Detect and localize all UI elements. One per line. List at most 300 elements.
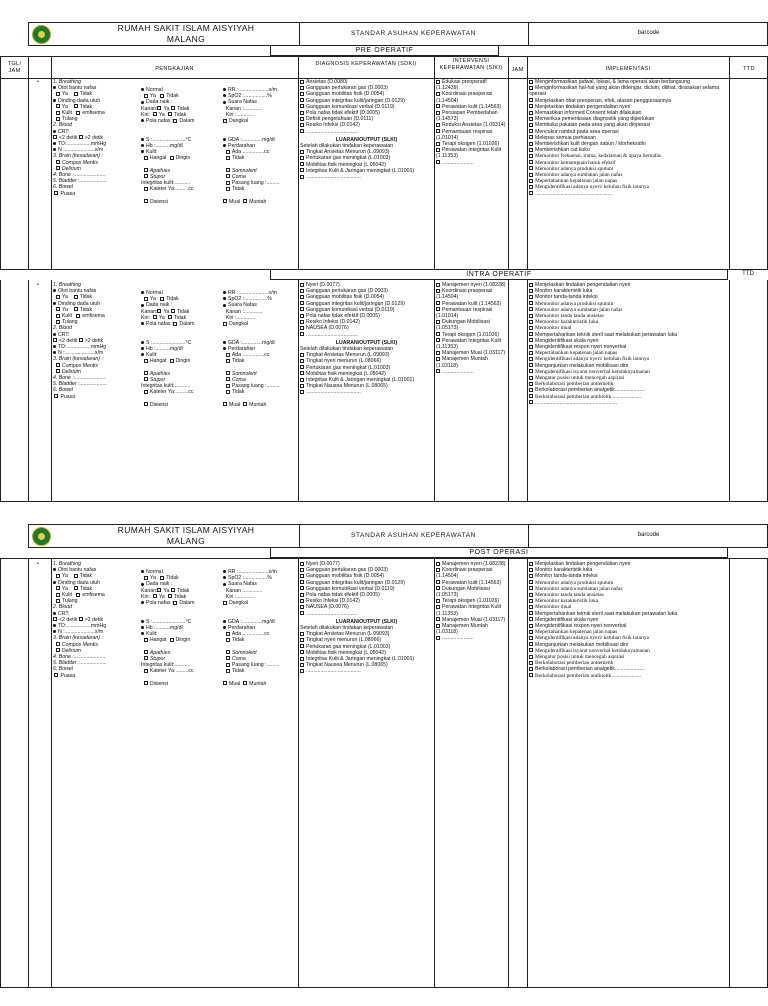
checkbox[interactable]	[300, 593, 304, 597]
checkbox[interactable]	[436, 160, 440, 164]
list-item[interactable]: Gangguan mobilitas fisik (D.0054)	[300, 91, 433, 97]
checkbox[interactable]	[300, 80, 304, 84]
list-item[interactable]: Setelah dilakukan tindakan keperawatan	[300, 346, 394, 353]
list-item[interactable]: Nyeri (D.0077)	[300, 282, 433, 288]
list-item[interactable]: Mengidentifikasi adanya nyeri/ keluhan fisik lainnya	[529, 356, 728, 362]
checkbox[interactable]	[529, 173, 533, 177]
checkbox[interactable]	[300, 574, 304, 578]
section-intra-operatif: INTRA OPERATIF	[270, 270, 728, 280]
section-pre-operatif: PRE OPERATIF	[270, 46, 499, 56]
intra-implementasi-list	[529, 282, 728, 406]
checkbox[interactable]	[436, 562, 440, 566]
checkbox[interactable]	[529, 135, 533, 139]
checkbox[interactable]	[300, 104, 304, 108]
list-item[interactable]: Mengidentifikasi adanya nyeri/ keluhan fisik lainnya	[529, 184, 728, 190]
checkbox[interactable]	[300, 586, 304, 590]
checkbox[interactable]	[300, 314, 304, 318]
list-item[interactable]: Mengatur posisi untuk mencegah aspirasi	[529, 375, 728, 381]
list-item[interactable]: LUARAN/OUTPUT (SLKI)	[335, 339, 398, 346]
list-item[interactable]: Gangguan mobilitas fisik (D.0054)	[300, 573, 433, 579]
checkbox[interactable]	[300, 289, 304, 293]
list-item[interactable]: Memonitor kemampuan batuk efektif	[529, 160, 728, 166]
list-item[interactable]: Defisit pengetahuan (D.0111)	[300, 116, 433, 122]
checkbox[interactable]	[436, 301, 440, 305]
checkbox[interactable]	[529, 314, 533, 318]
list-item[interactable]: Menjelaskan tindakan pengendalian nyeri	[529, 104, 728, 110]
list-item[interactable]: Tingkat Nausea Menurun (L.08065)	[300, 662, 433, 668]
checkbox[interactable]	[529, 394, 533, 398]
checkbox[interactable]	[529, 667, 533, 671]
checkbox[interactable]	[529, 111, 533, 115]
list-item[interactable]: Memonitor frekuensi, irama, kedalaman & upaya bernafas	[529, 153, 728, 159]
checkbox[interactable]	[436, 289, 440, 293]
checkbox[interactable]	[529, 307, 533, 311]
list-item[interactable]: ......................................	[300, 174, 433, 180]
checkbox[interactable]	[529, 191, 533, 195]
checkbox[interactable]	[300, 599, 304, 603]
checkbox[interactable]	[300, 644, 304, 648]
list-item[interactable]: ....................................	[300, 332, 433, 338]
standard-title: STANDAR ASUHAN KEPERAWATAN	[351, 30, 476, 37]
list-item[interactable]: Koordinasi praoperasi (1.14504)	[436, 91, 493, 104]
col-ttd: TTD	[743, 66, 755, 72]
list-item[interactable]: Memonitor adanya sumbatan jalan nafas	[529, 586, 728, 592]
checkbox[interactable]	[300, 111, 304, 115]
checkbox[interactable]	[529, 320, 533, 324]
list-item[interactable]: Gangguan pertukaran gas (D.0003)	[300, 567, 433, 573]
list-item[interactable]: Terapi oksigen (1.01026)	[436, 598, 507, 604]
checkbox[interactable]	[529, 338, 533, 342]
list-item[interactable]: Perawatan Integritas Kulit (1.11353)	[436, 337, 502, 351]
list-item[interactable]: Menganjurkan melakukan mobilisasi dini	[529, 363, 728, 369]
checkbox[interactable]	[436, 104, 440, 108]
list-item[interactable]: Memonitor adanya produksi sputum	[529, 301, 728, 307]
list-item[interactable]: Monitor tanda-tanda infeksi	[529, 294, 728, 300]
barcode-label: barcode	[637, 30, 660, 36]
checkbox[interactable]	[529, 117, 533, 121]
list-item[interactable]: Gangguan integritas kulit/jaringan (D.0129)	[300, 98, 433, 104]
checkbox[interactable]	[529, 661, 533, 665]
hospital-name: RUMAH SAKIT ISLAM AISYIYAH MALANG	[117, 23, 255, 44]
list-item[interactable]: ......................	[436, 635, 507, 641]
list-item[interactable]: Memonitor tanda tanda ansietas	[529, 592, 728, 598]
list-item[interactable]: Pola nafas tidak efektif (D.0005)	[300, 592, 433, 598]
checkbox[interactable]	[529, 642, 533, 646]
list-item[interactable]: Pemantauan respirasi (1.01014)	[436, 128, 493, 141]
list-item[interactable]: Mengidentifikasi respon nyeri nonverbal	[529, 344, 728, 350]
list-item[interactable]: Berkolaborasi pemberian antiemetik	[529, 381, 728, 387]
checkbox[interactable]	[300, 295, 304, 299]
list-item[interactable]: Mengidentifikasi adanya nyeri/ keluhan fisik lainnya	[529, 635, 728, 641]
list-item[interactable]: Pertukaran gas meningkat (L.01003)	[300, 155, 433, 161]
list-item[interactable]: Menganjurkan melakukan mobilisasi dini	[529, 642, 728, 648]
list-item[interactable]: Menginformasikan hal-hal yang akan didengar, dicium, dilihat, dirasakan selama operasi	[529, 85, 719, 98]
checkbox[interactable]	[529, 86, 533, 90]
checkbox[interactable]	[529, 104, 533, 108]
list-item[interactable]: Berkolaborasi pemberian analgetik.....................	[529, 666, 728, 672]
list-item[interactable]: ......................................	[300, 668, 433, 674]
checkbox[interactable]	[300, 320, 304, 324]
list-item[interactable]: Manajemen nyeri (1.08238)	[436, 282, 507, 288]
section-post-operasi: POST OPERASI	[270, 548, 728, 558]
checkbox[interactable]	[529, 179, 533, 183]
col-diagnosis: DIAGNOSIS KEPERAWATAN (SDKI)	[315, 61, 417, 67]
list-item[interactable]: Menjelaskan tindakan pengendalian nyeri	[529, 561, 728, 567]
list-item[interactable]: Perawatan kulit (1.14563)	[436, 301, 507, 307]
checkbox[interactable]	[529, 332, 533, 336]
pengkajian-col-c: RR :.....................x/m SpO2 :................% Suara Nafas Kanan :............. Kiri :............. Dangkal GDA :..............mg/dl Perdarahan Ada ...............cc Tidak Somnolent Coma Pasang luang :......... Tidak Mual Muntah	[223, 87, 297, 205]
pengkajian-col-c: RR :.....................x/m SpO2 :................% Suara Nafas Kanan :............. Kiri :............. Dangkal GDA :..............mg/dl Perdarahan Ada ...............cc Tidak Somnolent Coma Pasang luang :......... Tidak Mual Muntah	[223, 290, 297, 408]
checkbox[interactable]	[529, 363, 533, 367]
checkbox[interactable]	[300, 353, 304, 357]
checkbox[interactable]	[300, 326, 304, 330]
checkbox[interactable]	[300, 611, 304, 615]
post-diagnosis-list	[300, 561, 433, 675]
checkbox[interactable]	[529, 636, 533, 640]
list-item[interactable]: Memonitor karakteristik luka	[529, 319, 728, 325]
checkbox[interactable]	[436, 624, 440, 628]
list-item[interactable]: Tingkat Ansietas Menurun (L.09093)	[300, 149, 433, 155]
checkbox[interactable]	[300, 657, 304, 661]
pengkajian-col-b: Normal Ya Tidak Dada naik : Kanan: Ya Tidak Kiri: Ya Tidak Pola nafas : Dalam S :.......................°C Hb :..........mg/dl Kulit: Hangat Dingin Apathies Stupor Integritas kulit:........... Kateter Ya:.........cc Disiensi	[141, 569, 195, 687]
list-item[interactable]: Perawatan kulit (1.14563)	[436, 580, 507, 586]
checkbox[interactable]	[436, 307, 440, 311]
checkbox[interactable]	[529, 655, 533, 659]
list-item[interactable]: Mepertahankan kepatenan jalan napas	[529, 350, 728, 356]
list-item[interactable]: Pola nafas tidak efektif (D.0005)	[300, 110, 433, 116]
checkbox[interactable]	[300, 92, 304, 96]
col-implementasi: IMPLEMENTASI	[605, 66, 651, 72]
checkbox[interactable]	[436, 111, 440, 115]
list-item[interactable]: Pola nafas tidak efektif (D.0005)	[300, 313, 433, 319]
list-item[interactable]: Resiko Infeksi (D.0142)	[300, 598, 433, 604]
list-item[interactable]: Mobilitas fisik meningkat (L.05042)	[300, 371, 433, 377]
checkbox[interactable]	[436, 580, 440, 584]
checkbox[interactable]	[436, 142, 440, 146]
list-item[interactable]: Mepertahankan kepatenan jalan napas	[529, 178, 728, 184]
post-intervensi-list	[436, 561, 507, 642]
checkbox[interactable]	[529, 301, 533, 305]
checkbox[interactable]	[529, 283, 533, 287]
list-item[interactable]: Setelah dilakukan tindakan keperawatan	[300, 625, 394, 632]
list-item[interactable]: Memeriksa pemeriksaan diagnostik yang diperlukan	[529, 116, 728, 122]
list-item[interactable]: Mempertahankan teknik steril saat melakukan perawatan luka	[529, 332, 728, 338]
checkbox[interactable]	[300, 117, 304, 121]
pengkajian-col-b: Normal Ya Tidak Dada naik : Kanan: Ya Tidak Kiri: Ya Tidak Pola nafas : Dalam S :.......................°C Hb :..........mg/dl Kulit: Hangat Dingin Apathies Stupor Integritas kulit:........... Kateter Ya:.........cc Disiensi	[141, 290, 195, 408]
checkbox[interactable]	[436, 599, 440, 603]
list-item[interactable]: Memonitor mual	[529, 325, 728, 331]
checkbox[interactable]	[300, 371, 304, 375]
list-item[interactable]: Memonitor karakteristik luka	[529, 598, 728, 604]
checkbox[interactable]	[300, 378, 304, 382]
checkbox[interactable]	[436, 605, 440, 609]
checkbox[interactable]	[529, 611, 533, 615]
list-item[interactable]: Berkolaborasi pemberian antibiotik......................	[529, 673, 728, 679]
checkbox[interactable]	[529, 574, 533, 578]
checkbox[interactable]	[529, 166, 533, 170]
checkbox[interactable]	[529, 599, 533, 603]
list-item[interactable]: Memonitor tanda tanda ansietas	[529, 313, 728, 319]
checkbox[interactable]	[300, 632, 304, 636]
list-item[interactable]: Mengatur posisi untuk mencegah aspirasi	[529, 654, 728, 660]
checkbox[interactable]	[300, 384, 304, 388]
list-item[interactable]: Integritas Kulit & Jaringan meningkat (L.01001)	[300, 656, 433, 662]
list-item[interactable]: Integritas Kulit & Jaringan meningkat (L.01001)	[300, 377, 433, 383]
list-item[interactable]: Mempertahankan teknik steril saat melakukan perawatan luka	[529, 611, 728, 617]
bullet-col: •	[37, 79, 39, 85]
checkbox[interactable]	[529, 185, 533, 189]
checkbox[interactable]	[529, 376, 533, 380]
checkbox[interactable]	[436, 357, 440, 361]
checkbox[interactable]	[436, 320, 440, 324]
checkbox[interactable]	[300, 580, 304, 584]
list-item[interactable]: Perawatan Integritas Kulit (1.11353)	[436, 147, 502, 160]
checkbox[interactable]	[300, 650, 304, 654]
checkbox[interactable]	[529, 98, 533, 102]
post-pengkajian	[53, 561, 298, 761]
checkbox[interactable]	[529, 80, 533, 84]
checkbox[interactable]	[300, 332, 304, 336]
list-item[interactable]: Koordinasi praoperasi (1.14504)	[436, 567, 493, 580]
checkbox[interactable]	[529, 617, 533, 621]
list-item[interactable]: Manajemen Muntah (1.03118)	[436, 623, 488, 636]
list-item[interactable]: LUARAN/OUTPUT (SLKI)	[335, 618, 398, 625]
checkbox[interactable]	[529, 295, 533, 299]
list-item[interactable]: Monitor tanda-tanda infeksi	[529, 573, 728, 579]
list-item[interactable]: Menjelaskan tindakan pengendalian nyeri	[529, 282, 728, 288]
list-item[interactable]: Tingkat Ansietas Menurun (L.09093)	[300, 631, 433, 637]
list-item[interactable]: Gangguan mobilitas fisik (D.0054)	[300, 294, 433, 300]
list-item[interactable]: LUARAN/OUTPUT (SLKI)	[335, 136, 398, 143]
pengkajian-col-a: 1. Breathing Otot bantu nafas Ya Tidak Dinding dada utuh Ya Tidak Kulit emfisema Tulang 2. Blood CRT: <2 detik >2 detik TD:.................mmHg N :.....................x/m 3. Brain (kesadaran) : Compos Mentis Delirium 4. Bone :...................... 5. Bladder :................... 6. Bowel Puasa	[53, 79, 107, 197]
ttd-intra: TTD	[742, 271, 754, 277]
list-item[interactable]: Dukungan Mobilisasi (1.05173)	[436, 319, 490, 332]
checkbox[interactable]	[436, 586, 440, 590]
list-item[interactable]: Memonitor adanya sumbatan jalan nafas	[529, 307, 728, 313]
list-item[interactable]: Perawatan Integritas Kulit (1.11353)	[436, 604, 502, 617]
checkbox[interactable]	[529, 148, 533, 152]
list-item[interactable]: Gangguan integritas kulit/jaringan (D.0129)	[300, 301, 433, 307]
list-item[interactable]: Koordinasi praoperasi (1.14504)	[436, 288, 493, 301]
list-item[interactable]: .........................................................	[529, 400, 728, 406]
checkbox[interactable]	[529, 129, 533, 133]
list-item[interactable]: Memberishkan cat kuku	[529, 147, 728, 153]
list-item[interactable]: ......................	[436, 369, 507, 375]
list-item[interactable]: Mengidentifikasi skala nyeri	[529, 338, 728, 344]
checkbox[interactable]	[300, 359, 304, 363]
checkbox[interactable]	[300, 162, 304, 166]
checkbox[interactable]	[436, 351, 440, 355]
list-item[interactable]: Mengidentifikasi isyarat nonverbal ketidaknyamanan	[529, 648, 728, 654]
list-item[interactable]: Gangguan pertukaran gas (D.0003)	[300, 85, 433, 91]
checkbox[interactable]	[436, 123, 440, 127]
list-item[interactable]: Mobilitas fisik meningkat (L.05042)	[300, 650, 433, 656]
list-item[interactable]: Gangguan integritas kulit/jaringan (D.0129)	[300, 580, 433, 586]
list-item[interactable]: Pertukaran gas meningkat (L.01003)	[300, 365, 433, 371]
intra-pengkajian	[53, 282, 298, 482]
list-item[interactable]: Menginformasikan jadwal, lokasi, & lama operasi akan berlangsung	[529, 79, 728, 85]
checkbox[interactable]	[300, 307, 304, 311]
list-item[interactable]: Ansietas (D.0080)	[300, 79, 433, 85]
list-item[interactable]: Nyeri (D.0077)	[300, 561, 433, 567]
list-item[interactable]: NAUSEA (D.0076)	[300, 604, 433, 610]
list-item[interactable]: Mengidentifikasi skala nyeri	[529, 617, 728, 623]
checkbox[interactable]	[300, 98, 304, 102]
hospital-logo	[32, 25, 51, 44]
checkbox[interactable]	[300, 390, 304, 394]
checkbox[interactable]	[529, 648, 533, 652]
checkbox[interactable]	[529, 630, 533, 634]
checkbox[interactable]	[529, 382, 533, 386]
list-item[interactable]: Manajemen Muntah (1.03118)	[436, 356, 488, 369]
pre-diagnosis-list	[300, 79, 433, 180]
list-item[interactable]: Pertukaran gas meningkat (L.01003)	[300, 644, 433, 650]
checkbox[interactable]	[529, 388, 533, 392]
checkbox[interactable]	[300, 669, 304, 673]
list-item[interactable]: Mengidentifikasi isyarat nonverbal ketidaknyamanan	[529, 369, 728, 375]
list-item[interactable]: Dukungan Mobilisasi (1.05173)	[436, 585, 490, 599]
checkbox[interactable]	[436, 636, 440, 640]
list-item[interactable]: Tingkat nyeri menurun (L.08066)	[300, 637, 433, 643]
checkbox[interactable]	[529, 357, 533, 361]
list-item[interactable]: Pemantauan respirasi (1.01014)	[436, 306, 493, 320]
list-item[interactable]: Perawatan kulit (1.14563)	[436, 104, 507, 110]
list-item[interactable]: Tingkat Nausea Menurun (L.08065)	[300, 383, 433, 389]
list-item[interactable]: Memonitor adanya produksi sputum	[529, 580, 728, 586]
checkbox[interactable]	[529, 326, 533, 330]
list-item[interactable]: Manajemen Mual (1.03117)	[436, 350, 507, 356]
list-item[interactable]: Terapi oksigen (1.01026)	[436, 141, 507, 147]
checkbox[interactable]	[529, 123, 533, 127]
list-item[interactable]: Monitor karakteristik luka	[529, 567, 728, 573]
checkbox[interactable]	[529, 351, 533, 355]
checkbox[interactable]	[300, 605, 304, 609]
list-item[interactable]: Persiapan Pembedahan (1.14573)	[436, 110, 498, 123]
checkbox[interactable]	[300, 663, 304, 667]
barcode-label: barcode	[637, 532, 660, 538]
list-item[interactable]: Mencukur rambut pada area operasi	[529, 129, 728, 135]
checkbox[interactable]	[300, 283, 304, 287]
list-item[interactable]: ......................................	[300, 389, 433, 395]
checkbox[interactable]	[529, 369, 533, 373]
hospital-logo	[32, 527, 51, 546]
checkbox[interactable]	[529, 673, 533, 677]
list-item[interactable]: Berkolaborasi pemberian analgetik.....................	[529, 387, 728, 393]
checkbox[interactable]	[300, 150, 304, 154]
list-item[interactable]: Manajemen nyeri (1.08238)	[436, 561, 507, 567]
checkbox[interactable]	[300, 86, 304, 90]
checkbox[interactable]	[300, 175, 304, 179]
list-item[interactable]: Mepertahankan kepatenan jalan napas	[529, 629, 728, 635]
intra-intervensi-list	[436, 282, 507, 375]
checkbox[interactable]	[436, 338, 440, 342]
checkbox[interactable]	[436, 129, 440, 133]
list-item[interactable]: Berkolaborasi pemberian antibiotik......................	[529, 394, 728, 400]
col-jam: JAM	[511, 67, 524, 73]
checkbox[interactable]	[300, 562, 304, 566]
checkbox[interactable]	[529, 154, 533, 158]
list-item[interactable]: Menjelaskan obat preoperasi, efek, alasan penggunaannya	[529, 98, 728, 104]
list-item[interactable]: Tingkat Ansietas Menurun (L.09093)	[300, 352, 433, 358]
checkbox[interactable]	[529, 586, 533, 590]
checkbox[interactable]	[436, 332, 440, 336]
list-item[interactable]: Gangguan komunikasi verbal (D.0119)	[300, 586, 433, 592]
pre-intervensi-list	[436, 79, 507, 166]
list-item[interactable]: Manajemen Mual (1.03117)	[436, 617, 507, 623]
checkbox[interactable]	[436, 80, 440, 84]
checkbox[interactable]	[300, 168, 304, 172]
list-item[interactable]: Berkolaborasi pemberian antiemetik	[529, 660, 728, 666]
checkbox[interactable]	[300, 638, 304, 642]
list-item[interactable]: Gangguan komunikasi verbal (D.0119)	[300, 307, 433, 313]
checkbox[interactable]	[529, 142, 533, 146]
list-item[interactable]: Mengidentifikasi respon nyeri nonverbal	[529, 623, 728, 629]
list-item[interactable]: Memonitor adanya produksi sputum	[529, 166, 728, 172]
list-item[interactable]: Resiko Infeksi (D.0142)	[300, 319, 433, 325]
list-item[interactable]: Mobilitas fisik meningkat (L.05042)	[300, 162, 433, 168]
checkbox[interactable]	[529, 580, 533, 584]
list-item[interactable]: Monitor karakteristik luka	[529, 288, 728, 294]
list-item[interactable]: Tingkat nyeri menurun (L.08066)	[300, 358, 433, 364]
list-item[interactable]: Memastikan informed Consent telah dilakukan	[529, 110, 728, 116]
checkbox[interactable]	[529, 400, 533, 404]
checkbox[interactable]	[300, 301, 304, 305]
list-item[interactable]: Melepas semua perhiasan	[529, 135, 728, 141]
list-item[interactable]: .........................................................	[529, 191, 728, 197]
list-item[interactable]: Memberishkan kulit dengan sabun / klorheksidin	[529, 141, 728, 147]
list-item[interactable]: Reduksi Ansietas (1.09314)	[436, 122, 507, 128]
checkbox[interactable]	[436, 617, 440, 621]
intra-operatif-table: • 1. Breathing Otot bantu nafas Ya Tidak Dinding dada utuh Ya Tidak Kulit emfisema Tulang 2. Blood CRT: <2 detik >2 detik TD:.................mmHg N :.....................x/m 3. Brain (kesadaran) : Compos Mentis Delirium 4. Bone :...................... 5. Bladder :................... 6. Bowel Puasa Normal Ya Tidak Dada naik : Kanan: Ya Tidak Kiri: Ya Tidak Pola nafas : Dalam S :.......................°C Hb :..........mg/dl Kulit: Hangat Dingin Apathies Stupor Integritas kulit:........... Kateter Ya:.........cc Disiensi RR :.....................x/m SpO2 :................% Suara Nafas Kanan :............. Kiri :............. Dangkal GDA :..............mg/dl Perdarahan Ada ...............cc Tidak Somnolent Coma Pasang luang :......... Tidak Mual Muntah Nyeri (D.0077) Gangguan pertukaran gas (D.0003) Gangguan mobilitas fisik (D.0054) Gangguan integritas kulit/jaringan (D.0129) Gangguan komunikasi verbal (D.0119) Pola nafas tidak efektif (D.0005) Resiko Infeksi (D.0142) NAUSEA (D.0076) .................................... LUARAN/OUTPUT (SLKI) Setelah dilakukan tindakan keperawatan Tingkat Ansietas Menurun (L.09093) Tingkat nyeri menurun (L.08066) Pertukaran gas meningkat (L.01003) Mobilitas fisik meningkat (L.05042) Integritas Kulit & Jaringan meningkat (L.01001) Tingkat Nausea Menurun (L.08065) ...................................... Manajemen nyeri (1.08238) Koordinasi praoperasi (1.14504) Perawatan kulit (1.14563) Pemantauan respirasi (1.01014) Dukungan Mobilisasi (1.05173) Terapi oksigen (1.01026) Perawatan Integritas Kulit (1.11353) Manajemen Mual (1.03117) Manajemen Muntah (1.03118) ...................... Menjelaskan tindakan pengendalian nyeri Monitor karakteristik luka Monitor tanda-tanda infeksi Memonitor adanya produksi sputum Memonitor adanya sumbatan jalan nafas Memonitor tanda tanda ansietas Memonitor karakteristik luka Memonitor mual Mempertahankan teknik steril saat melakukan perawatan luka Mengidentifikasi skala nyeri Mengidentifikasi respon nyeri nonverbal Mepertahankan kepatenan jalan napas Mengidentifikasi adanya nyeri/ keluhan fisik lainnya Menganjurkan melakukan mobilisasi dini Mengidentifikasi isyarat nonverbal ketidaknyamanan Mengatur posisi untuk mencegah aspirasi Berkolaborasi pemberian antiemetik Berkolaborasi pemberian analgetik..................... Berkolaborasi pemberian antibiotik...................... .........................................................	[0, 280, 768, 502]
list-item[interactable]: Memonitor mual	[529, 604, 728, 610]
list-item[interactable]: Terapi oksigen (1.01026)	[436, 332, 507, 338]
list-item[interactable]: Membuka pakaian pada area yang akan dioperasi	[529, 122, 728, 128]
post-implementasi-list	[529, 561, 728, 679]
checkbox[interactable]	[436, 568, 440, 572]
checkbox[interactable]	[300, 156, 304, 160]
checkbox[interactable]	[300, 129, 304, 133]
list-item[interactable]: ......................	[436, 160, 507, 166]
form-header-2	[28, 524, 768, 548]
checkbox[interactable]	[436, 283, 440, 287]
list-item[interactable]: Integritas Kulit & Jaringan meningkat (L.01001)	[300, 168, 433, 174]
list-item[interactable]: ....................................	[300, 611, 433, 617]
list-item[interactable]: Edukasi preoperatif (1.12439)	[436, 79, 487, 92]
list-item[interactable]: Memonitor adanya sumbatan jalan nafas	[529, 172, 728, 178]
hospital-name: RUMAH SAKIT ISLAM AISYIYAH MALANG	[117, 525, 255, 546]
checkbox[interactable]	[436, 92, 440, 96]
checkbox[interactable]	[436, 148, 440, 152]
checkbox[interactable]	[300, 123, 304, 127]
checkbox[interactable]	[529, 562, 533, 566]
checkbox[interactable]	[529, 160, 533, 164]
checkbox[interactable]	[436, 369, 440, 373]
list-item[interactable]: NAUSEA (D.0076)	[300, 325, 433, 331]
list-item[interactable]: ....................................	[300, 129, 433, 135]
checkbox[interactable]	[300, 365, 304, 369]
list-item[interactable]: Gangguan pertukaran gas (D.0003)	[300, 288, 433, 294]
list-item[interactable]: Gangguan komunikasi verbal (D.0119)	[300, 104, 433, 110]
checkbox[interactable]	[529, 605, 533, 609]
list-item[interactable]: Resiko Infeksi (D.0142)	[300, 122, 433, 128]
checkbox[interactable]	[529, 593, 533, 597]
checkbox[interactable]	[529, 568, 533, 572]
list-item[interactable]: Setelah dilakukan tindakan keperawatan	[300, 143, 394, 150]
checkbox[interactable]	[529, 345, 533, 349]
checkbox[interactable]	[529, 289, 533, 293]
checkbox[interactable]	[529, 624, 533, 628]
checkbox[interactable]	[300, 568, 304, 572]
